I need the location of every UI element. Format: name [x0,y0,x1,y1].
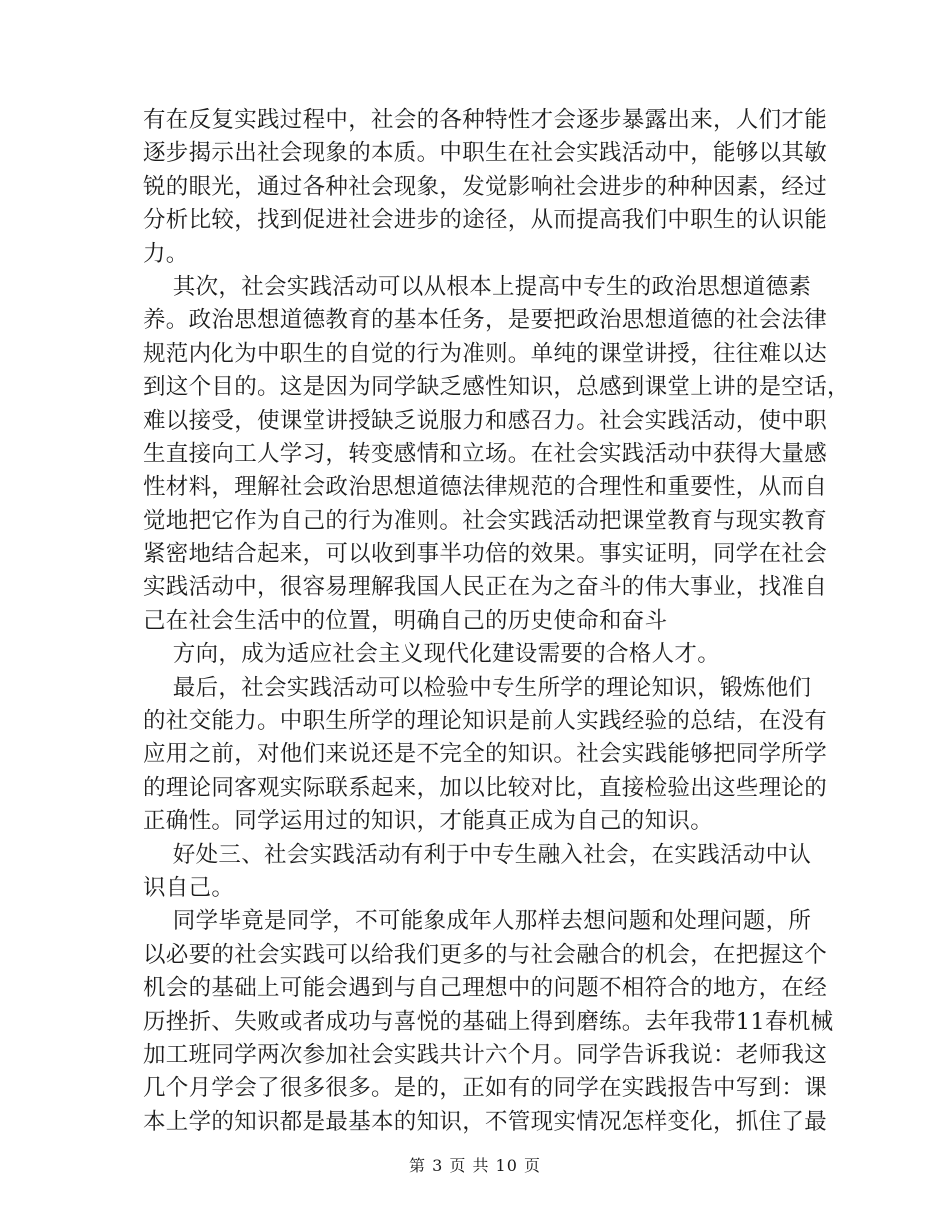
text-line: 的理论同客观实际联系起来，加以比较对比，直接检验出这些理论的 [143,774,828,801]
text-line: 规范内化为中职生的自觉的行为准则。单纯的课堂讲授，往往难以达 [143,340,828,367]
page-footer: 第 3 页 共 10 页 [409,1156,541,1175]
body-text [143,104,850,1139]
text-line: 分析比较，找到促进社会进步的途径，从而提高我们中职生的认识能 [143,207,828,234]
text-line: 历挫折、失败或者成功与喜悦的基础上得到磨练。去年我带11春机械 [143,1008,834,1035]
text-line: 锐的眼光，通过各种社会现象，发觉影响社会进步的种种因素，经过 [143,173,828,200]
text-line: 识自己。 [143,874,235,901]
text-line: 养。政治思想道德教育的基本任务，是要把政治思想道德的社会法律 [143,307,828,334]
text-line: 觉地把它作为自己的行为准则。社会实践活动把课堂教育与现实教育 [143,507,828,534]
text-line: 有在反复实践过程中，社会的各种特性才会逐步暴露出来，人们才能 [143,107,828,133]
text-line: 好处三、社会实践活动有利于中专生融入社会，在实践活动中认 [143,841,812,868]
text-line: 最后，社会实践活动可以检验中专生所学的理论知识，锻炼他们 [143,674,812,701]
text-line: 机会的基础上可能会遇到与自己理想中的问题不相符合的地方，在经 [143,975,828,1002]
text-line: 实践活动中，很容易理解我国人民正在为之奋斗的伟大事业，找准自 [143,574,828,601]
text-line: 以必要的社会实践可以给我们更多的与社会融合的机会，在把握这个 [143,941,828,968]
text-line: 应用之前，对他们来说还是不完全的知识。社会实践能够把同学所学 [143,741,828,768]
text-line: 其次，社会实践活动可以从根本上提高中专生的政治思想道德素 [143,273,812,300]
text-line: 正确性。同学运用过的知识，才能真正成为自己的知识。 [143,808,714,835]
text-line: 几个月学会了很多很多。是的，正如有的同学在实践报告中写到：课 [143,1075,828,1102]
text-line: 生直接向工人学习，转变感情和立场。在社会实践活动中获得大量感 [143,440,828,467]
text-line: 同学毕竟是同学，不可能象成年人那样去想问题和处理问题，所 [143,908,812,935]
text-line: 力。 [143,240,189,267]
text-line: 紧密地结合起来，可以收到事半功倍的效果。事实证明，同学在社会 [143,541,828,568]
text-line: 方向，成为适应社会主义现代化建设需要的合格人才。 [143,641,721,668]
text-line: 到这个目的。这是因为同学缺乏感性知识，总感到课堂上讲的是空话， [143,374,850,401]
text-line: 逐步揭示出社会现象的本质。中职生在社会实践活动中，能够以其敏 [143,140,828,167]
text-line: 的社交能力。中职生所学的理论知识是前人实践经验的总结，在没有 [143,708,828,735]
text-line: 己在社会生活中的位置，明确自己的历史使命和奋斗 [143,607,668,634]
text-line: 本上学的知识都是最基本的知识，不管现实情况怎样变化，抓住了最 [143,1108,828,1135]
text-line: 难以接受，使课堂讲授缺乏说服力和感召力。社会实践活动，使中职 [143,407,828,434]
text-line: 加工班同学两次参加社会实践共计六个月。同学告诉我说：老师我这 [143,1041,828,1068]
text-line: 性材料，理解社会政治思想道德法律规范的合理性和重要性，从而自 [143,474,828,501]
